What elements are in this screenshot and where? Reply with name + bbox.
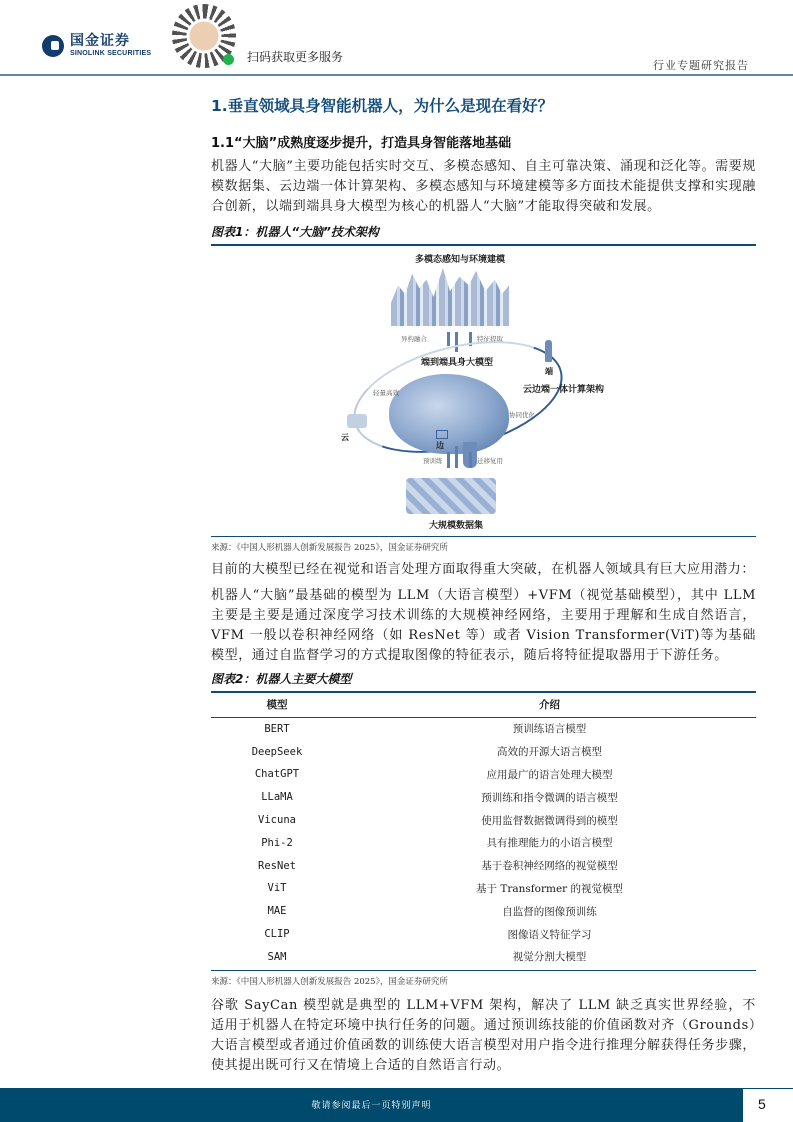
company-logo — [42, 34, 151, 58]
robot-figure-icon — [545, 340, 552, 362]
label-e2e-model: 端到端具身大模型 — [421, 358, 494, 368]
arrow-up-icon — [455, 446, 458, 468]
arrow-down-icon — [447, 332, 450, 346]
model-intro: 应用最广的语言处理大模型 — [486, 768, 613, 781]
label-dataset: 大规模数据集 — [429, 521, 484, 531]
label-pretrain: 预训练 — [423, 457, 443, 465]
body-paragraph-1: 目前的大模型已经在视觉和语言处理方面取得重大突破，在机器人领域具有巨大应用潜力： — [211, 562, 756, 577]
table-row — [211, 763, 756, 786]
logo-mark-icon — [42, 35, 64, 57]
model-intro: 基于 Transformer 的视觉模型 — [475, 882, 624, 895]
subsection-heading: 1.1“大脑”成熟度逐步提升，打造具身智能落地基础 — [211, 136, 512, 151]
label-multimodal: 多模态感知与环境建模 — [415, 255, 506, 265]
model-name: MAE — [267, 905, 287, 918]
model-intro: 图像语义特征学习 — [507, 928, 592, 941]
label-end: 端 — [545, 366, 553, 376]
figure2-source: 来源：《中国人形机器人创新发展报告 2025》，国金证券研究所 — [211, 977, 448, 988]
cloud-server-icon — [347, 414, 367, 428]
logo-chinese-name: 国金证券 — [70, 33, 130, 49]
model-name: LLaMA — [261, 791, 293, 804]
edge-device-icon — [436, 430, 448, 439]
page-number: 5 — [758, 1096, 766, 1112]
table-row — [211, 809, 756, 832]
label-fusion: 异构融合 — [401, 335, 427, 343]
model-intro: 视觉分割大模型 — [512, 951, 587, 964]
intro-paragraph: 机器人“大脑”主要功能包括实时交互、多模态感知、自主可靠决策、涌现和泛化等。需要规模数据集、云边端一体计算架构、多模态感知与环境建模等多方面技术能提供支撑和实现融合创新，以端到端具身大模型为核心的机器人“大脑”才能取得突破和发展。 — [211, 159, 756, 214]
table-row — [211, 786, 756, 809]
table-row — [211, 923, 756, 946]
label-feature: 特征提取 — [477, 335, 503, 343]
model-intro: 自监督的图像预训练 — [502, 905, 597, 918]
model-intro: 预训练和指令微调的语言模型 — [481, 791, 618, 804]
figure1-title: 图表1：机器人“大脑”技术架构 — [211, 225, 379, 239]
table-row — [211, 740, 756, 763]
model-intro: 高效的开源大语言模型 — [497, 746, 602, 759]
closing-paragraph: 谷歌 SayCan 模型就是典型的 LLM+VFM 架构，解决了 LLM 缺乏真实世界经验，不适用于机器人在特定环境中执行任务的问题。通过预训练技能的价值函数对齐（Grounds）大语言模型或者通过价值函数的训练使大语言模型对用户指令进行推理分解获得任务步骤，使其提出既可行又在情境上合适的自然语言行动。 — [211, 998, 756, 1074]
table-header-row — [211, 693, 756, 718]
page-header — [0, 0, 793, 76]
brain-icon — [389, 374, 509, 454]
label-edge: 边 — [436, 440, 444, 450]
column-header-model: 模型 — [211, 693, 343, 718]
figure2-title: 图表2：机器人主要大模型 — [211, 672, 352, 686]
model-name: DeepSeek — [251, 745, 303, 758]
label-coordination: 协同优化 — [509, 411, 535, 419]
table-row — [211, 900, 756, 923]
section-heading: 1.垂直领域具身智能机器人，为什么是现在看好？ — [211, 97, 554, 115]
figure1-source: 来源：《中国人形机器人创新发展报告 2025》，国金证券研究所 — [211, 543, 448, 553]
figure2-bottom-rule — [211, 970, 756, 971]
table-row — [211, 831, 756, 854]
figure1-bottom-rule — [211, 536, 756, 537]
model-name: BERT — [264, 722, 290, 735]
mini-program-icon — [223, 54, 234, 65]
table-row — [211, 877, 756, 900]
model-name: Phi-2 — [261, 836, 293, 849]
body-paragraph-2: 机器人“大脑”最基础的模型为 LLM（大语言模型）+VFM（视觉基础模型），其中 LLM 主要是主要是通过深度学习技术训练的大规模神经网络，主要用于理解和生成自然语言，VFM 一般以卷积神经网络（如 ResNet 等）或者 Vision Transformer(ViT)等为基础模型，通过自监督学习的方式提取图像的特征表示，随后将特征提取器用于下游任务。 — [211, 588, 756, 663]
model-name: ChatGPT — [254, 768, 300, 781]
arrow-up-icon — [447, 452, 450, 468]
arrow-up-icon — [469, 452, 472, 468]
model-name: ViT — [267, 882, 287, 895]
report-type-label: 行业专题研究报告 — [653, 59, 749, 72]
footer-disclaimer-link[interactable]: 敬请参阅最后一页特别声明 — [311, 1101, 432, 1111]
models-table — [211, 693, 756, 969]
model-intro: 预训练语言模型 — [512, 723, 587, 736]
model-intro: 具有推理能力的小语言模型 — [486, 837, 613, 850]
header-divider — [0, 74, 793, 76]
table-row — [211, 854, 756, 877]
footer-divider — [743, 1088, 793, 1089]
label-cloud: 云 — [341, 432, 349, 442]
model-name: Vicuna — [258, 814, 296, 827]
city-skyline-image — [391, 268, 509, 326]
model-name: ResNet — [258, 859, 296, 872]
model-intro: 基于卷积神经网络的视觉模型 — [481, 860, 618, 873]
main-content — [211, 96, 756, 1076]
table-row — [211, 945, 756, 968]
label-lightweight: 轻量高效 — [373, 389, 399, 397]
model-intro: 使用监督数据微调得到的模型 — [481, 814, 618, 827]
model-name: SAM — [267, 950, 287, 963]
table-row — [211, 717, 756, 740]
dataset-blocks-image — [406, 478, 496, 514]
qr-caption: 扫码获取更多服务 — [247, 50, 344, 64]
label-transfer: 迁移复用 — [477, 457, 503, 465]
logo-english-name: SINOLINK SECURITIES — [70, 50, 152, 57]
column-header-intro: 介绍 — [343, 693, 756, 718]
model-name: CLIP — [264, 928, 290, 941]
label-cloud-edge-end: 云边端一体计算架构 — [523, 385, 605, 395]
architecture-diagram — [211, 246, 756, 536]
